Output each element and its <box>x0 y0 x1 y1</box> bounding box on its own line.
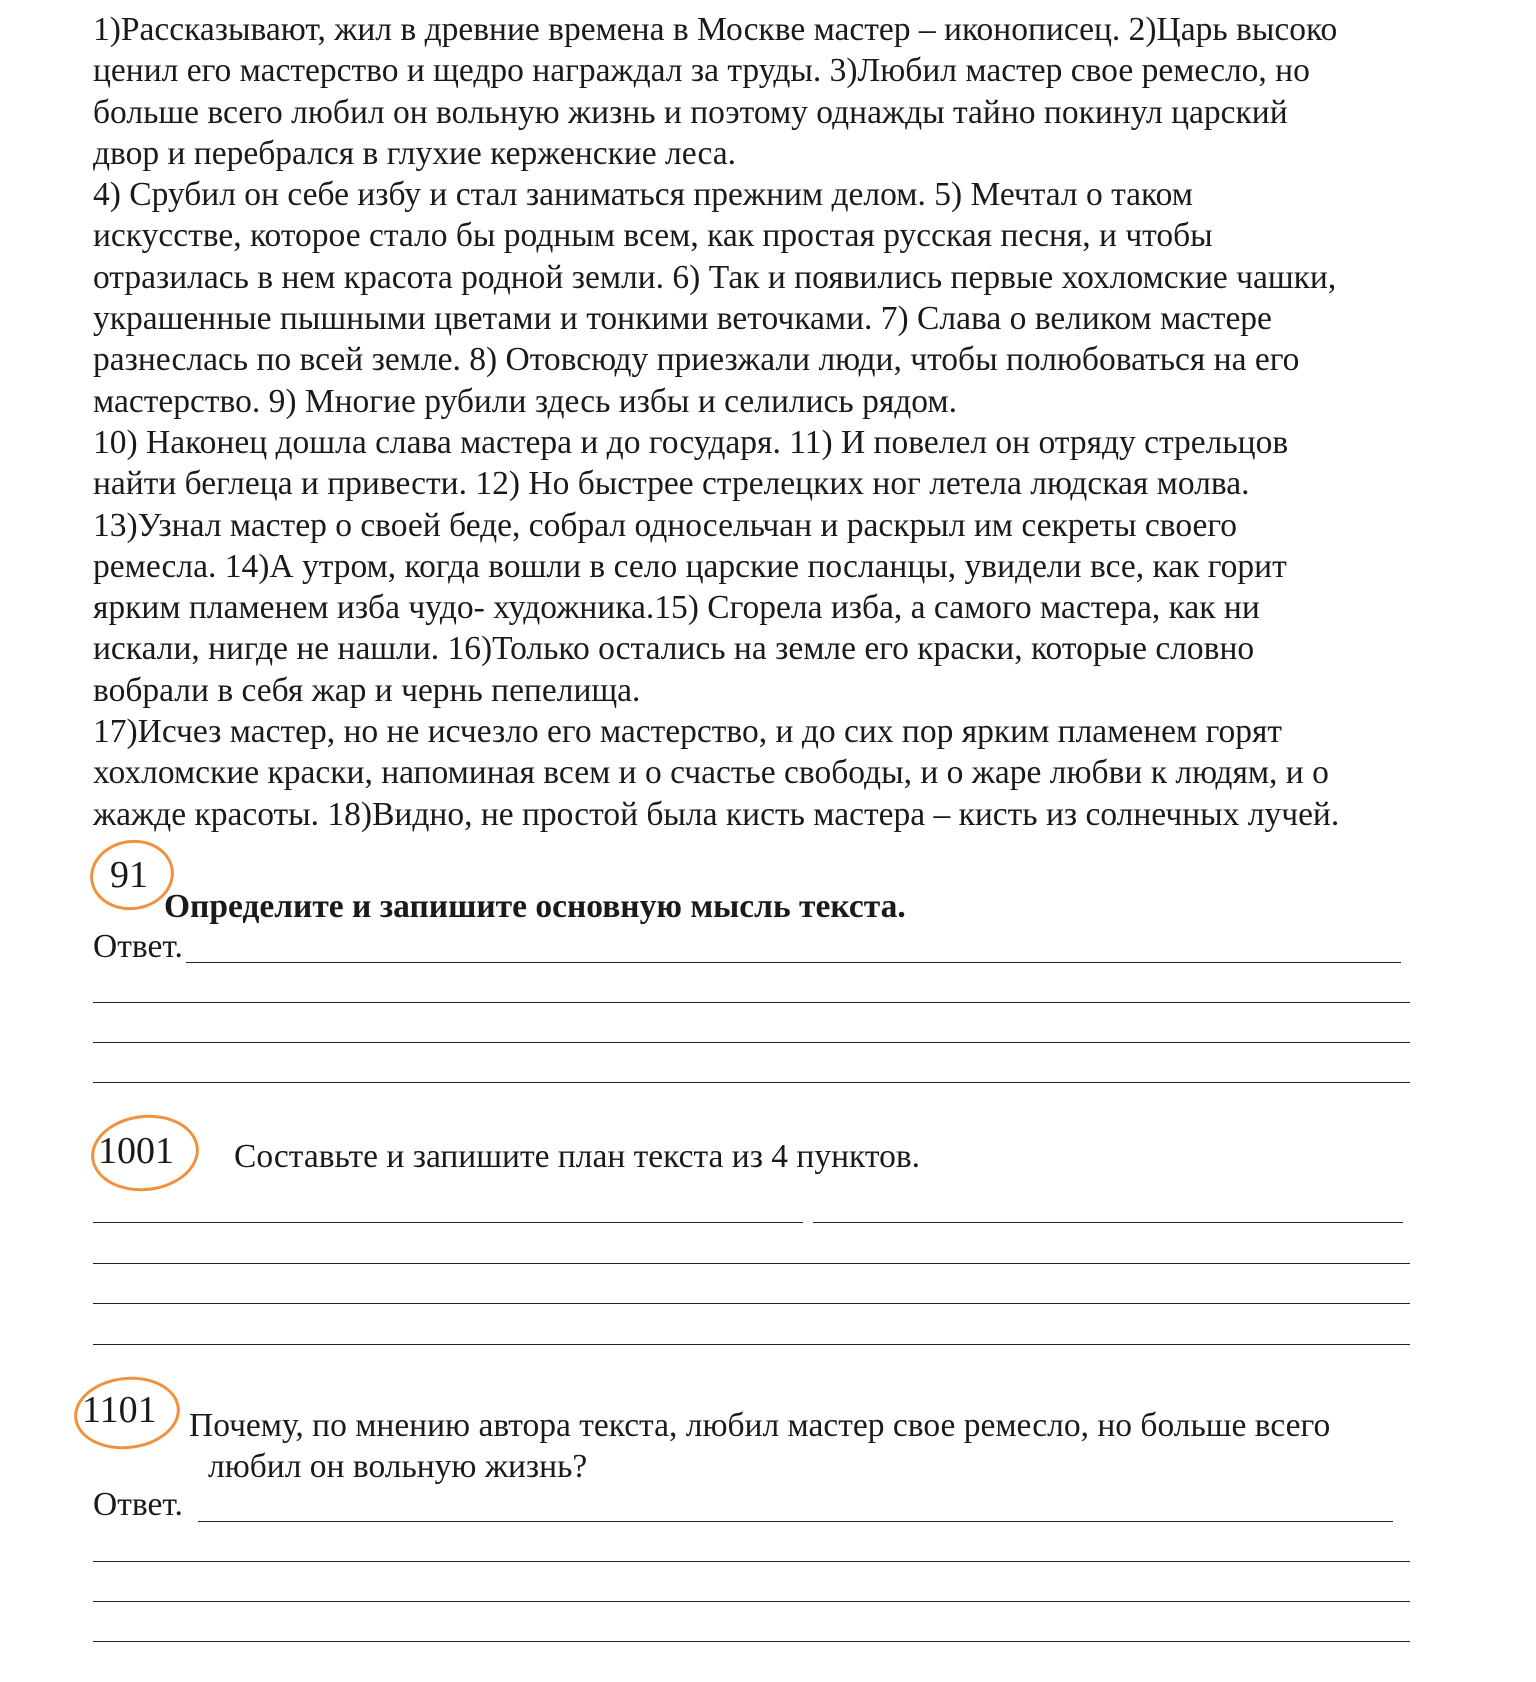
passage-line: украшенные пышными цветами и тонкими веточками. 7) Слава о великом мастере <box>93 300 1272 338</box>
passage-line: 13)Узнал мастер о своей беде, собрал односельчан и раскрыл им секреты своего <box>93 506 1238 544</box>
passage-line: хохломские краски, напоминая всем и о счастье свободы, и о жаре любви к людям, и о <box>93 754 1329 792</box>
passage-line: 1)Рассказывают, жил в древние времена в Москве мастер – иконописец. 2)Царь высоко <box>93 11 1338 48</box>
task-prompt: Определите и запишите основную мысль текста. <box>164 888 906 925</box>
answer-line[interactable] <box>186 962 1401 963</box>
passage-line: ценил его мастерство и щедро награждал за труды. 3)Любил мастер свое ремесло, но <box>93 52 1310 90</box>
passage-line: разнеслась по всей земле. 8) Отовсюду приезжали люди, чтобы полюбоваться на его <box>93 341 1300 379</box>
answer-line[interactable] <box>93 1002 1410 1003</box>
answer-line[interactable] <box>198 1521 1393 1522</box>
passage-line: больше всего любил он вольную жизнь и поэтому однажды тайно покинул царский <box>93 93 1288 131</box>
passage-line: искали, нигде не нашли. 16)Только остались на земле его краски, которые словно <box>93 630 1255 668</box>
plan-line[interactable] <box>93 1222 803 1223</box>
passage-line: отразилась в нем красота родной земли. 6) Так и появились первые хохломские чашки, <box>93 258 1337 296</box>
answer-line[interactable] <box>93 1601 1410 1602</box>
passage-line: жажде красоты. 18)Видно, не простой была кисть мастера – кисть из солнечных лучей. <box>93 795 1340 833</box>
passage-line: искусстве, которое стало бы родным всем, как простая русская песня, и чтобы <box>93 217 1213 255</box>
plan-line[interactable] <box>93 1263 1410 1264</box>
task-prompt: Почему, по мнению автора текста, любил мастер свое ремесло, но больше всего <box>189 1407 1331 1444</box>
plan-line[interactable] <box>93 1303 1410 1304</box>
answer-label: Ответ. <box>93 928 183 965</box>
passage-line: 10) Наконец дошла слава мастера и до государя. 11) И повелел он отряду стрельцов <box>93 423 1289 461</box>
passage-line: вобрали в себя жар и чернь пепелища. <box>93 671 641 709</box>
answer-line[interactable] <box>93 1561 1410 1562</box>
task-prompt: любил он вольную жизнь? <box>208 1448 588 1485</box>
task-number: 1101 <box>82 1389 157 1431</box>
passage-line: двор и перебрался в глухие керженские леса. <box>93 134 736 172</box>
reading-passage <box>93 9 1453 835</box>
answer-line[interactable] <box>93 1042 1410 1043</box>
answer-label: Ответ. <box>93 1486 183 1523</box>
task-prompt: Составьте и запишите план текста из 4 пунктов. <box>234 1138 921 1175</box>
passage-line: ремесла. 14)А утром, когда вошли в село царские посланцы, увидели все, как горит <box>93 547 1287 585</box>
passage-line: найти беглеца и привести. 12) Но быстрее стрелецких ног летела людская молва. <box>93 465 1250 503</box>
plan-line[interactable] <box>813 1222 1403 1223</box>
task-number: 1001 <box>98 1130 174 1172</box>
passage-line: мастерство. 9) Многие рубили здесь избы и селились рядом. <box>93 382 957 420</box>
task-number: 91 <box>110 854 148 896</box>
plan-line[interactable] <box>93 1344 1410 1345</box>
passage-line: ярким пламенем изба чудо- художника.15) Сгорела изба, а самого мастера, как ни <box>93 589 1260 627</box>
passage-line: 17)Исчез мастер, но не исчезло его мастерство, и до сих пор ярким пламенем горят <box>93 713 1283 751</box>
answer-line[interactable] <box>93 1641 1410 1642</box>
passage-line: 4) Срубил он себе избу и стал заниматься прежним делом. 5) Мечтал о таком <box>93 176 1193 214</box>
answer-line[interactable] <box>93 1082 1410 1083</box>
